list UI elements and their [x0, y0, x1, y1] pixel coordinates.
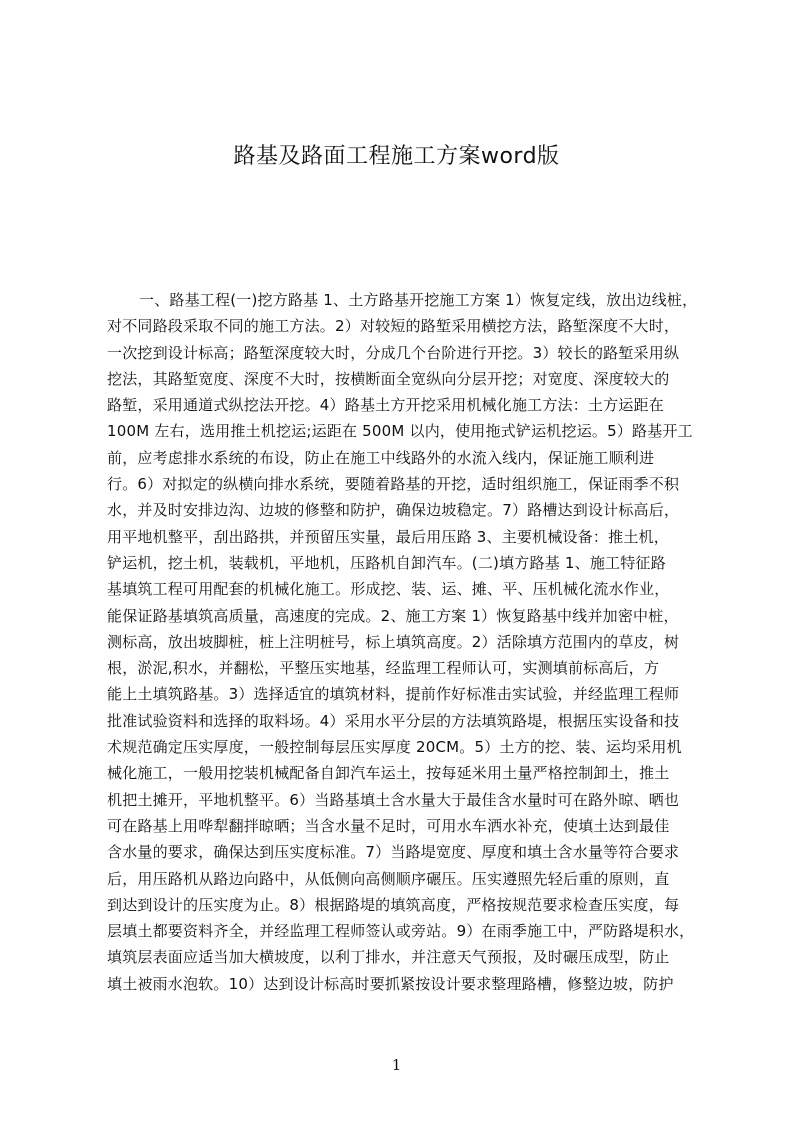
body-line: 可在路基上用哗犁翻拌晾晒；当含水量不足时，可用水车洒水补充，使填土达到最佳: [107, 816, 670, 835]
body-line: 后，用压路机从路边向路中，从低侧向高侧顺序碾压。压实遵照先轻后重的原则，直: [107, 869, 670, 888]
body-line: 到达到设计的压实度为止。8）根据路堤的填筑高度，严格按规范要求检查压实度，每: [107, 895, 680, 914]
body-line: 行。6）对拟定的纵横向排水系统，要随着路基的开挖，适时组织施工，保证雨季不积: [107, 475, 680, 494]
body-line: 能上土填筑路基。3）选择适宜的填筑材料，提前作好标准击实试验，并经监理工程师: [107, 685, 680, 704]
body-line: 根，淤泥,积水，并翻松，平整压实地基，经监理工程师认可，实测填前标高后，方: [107, 659, 660, 678]
body-line: 层填土都要资料齐全，并经监理工程师签认或旁站。9）在雨季施工中，严防路堤积水，: [107, 922, 695, 941]
body-line: 水，并及时安排边沟、边坡的修整和防护，确保边坡稳定。7）路槽达到设计标高后，: [107, 501, 680, 520]
body-line: 批准试验资料和选择的取料场。4）采用水平分层的方法填筑路堤，根据压实设备和技: [107, 711, 680, 730]
body-line: 填土被雨水泡软。10）达到设计标高时要抓紧按设计要求整理路槽，修整边坡，防护: [107, 974, 674, 993]
body-line: 一、路基工程(一)挖方路基 1、土方路基开挖施工方案 1）恢复定线，放出边线桩，: [139, 291, 697, 309]
body-line: 挖法，其路堑宽度、深度不大时，按横断面全宽纵向分层开挖；对宽度、深度较大的: [107, 369, 670, 388]
body-line: 含水量的要求，确保达到压实度标准。7）当路堤宽度、厚度和填土含水量等符合要求: [107, 843, 680, 862]
body-line: 路堑，采用通道式纵挖法开挖。4）路基土方开挖采用机械化施工方法：土方运距在: [107, 396, 664, 415]
document-body: [107, 287, 697, 1027]
body-line: 100M 左右，选用推土机挖运;运距在 500M 以内，使用拖式铲运机挖运。5）路基开工: [107, 422, 693, 441]
body-line: 术规范确定压实厚度，一般控制每层压实厚度 20CM。5）土方的挖、装、运均采用机: [107, 738, 682, 757]
body-line: 械化施工，一般用挖装机械配备自卸汽车运土，按每延米用土量严格控制卸土，推土: [107, 764, 670, 783]
body-line: 铲运机，挖土机，装载机，平地机，压路机自卸汽车。(二)填方路基 1、施工特征路: [107, 553, 666, 572]
body-line: 机把土摊开，平地机整平。6）当路基填土含水量大于最佳含水量时可在路外晾、晒也: [107, 790, 680, 809]
body-line: 能保证路基填筑高质量，高速度的完成。2、施工方案 1）恢复路基中线并加密中桩，: [107, 606, 679, 625]
body-line: 填筑层表面应适当加大横坡度，以利丁排水，并注意天气预报，及时碾压成型，防止: [107, 948, 670, 967]
body-line: 测标高，放出坡脚桩，桩上注明桩号，标上填筑高度。2）活除填方范围内的草皮，树: [107, 632, 680, 651]
body-line: 对不同路段采取不同的施工方法。2）对较短的路堑采用横挖方法，路堑深度不大时，: [107, 317, 680, 336]
body-line: 基填筑工程可用配套的机械化施工。形成挖、装、运、摊、平、压机械化流水作业，: [107, 580, 670, 599]
body-line: 前，应考虑排水系统的布设，防止在施工中线路外的水流入线内，保证施工顺利进: [107, 448, 655, 467]
body-line: 一次挖到设计标高；路堑深度较大时，分成几个台阶进行开挖。3）较长的路堑采用纵: [107, 343, 680, 362]
document-title: 路基及路面工程施工方案word版: [233, 144, 560, 169]
body-line: 用平地机整平，刮出路拱，并预留压实量，最后用压路 3、主要机械设备：推土机，: [107, 527, 669, 546]
page-number: 1: [391, 1056, 402, 1074]
